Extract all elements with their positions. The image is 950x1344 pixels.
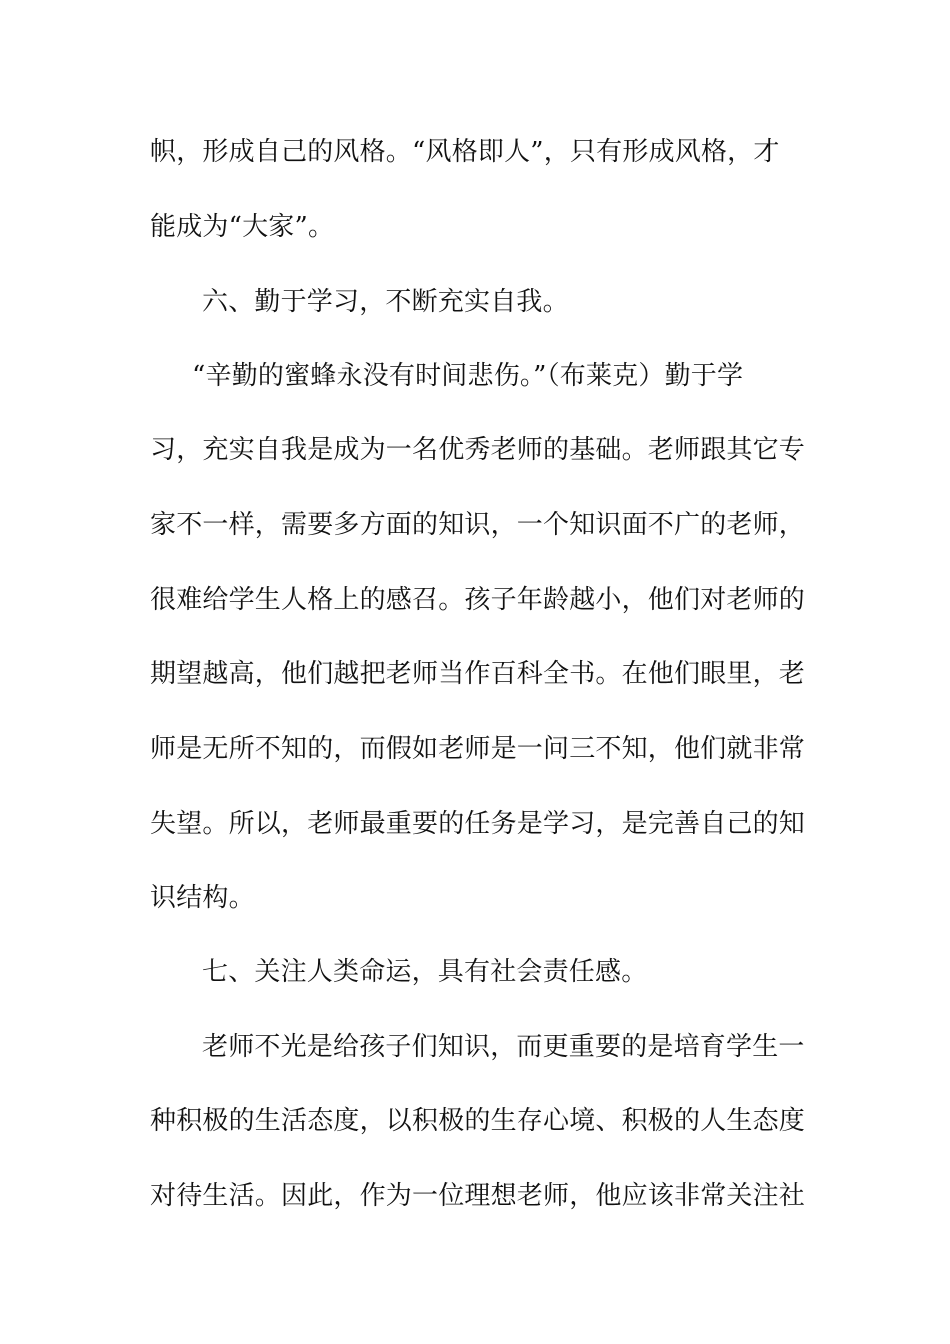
body-text-line: 期望越高，他们越把老师当作百科全书。在他们眼里，老: [150, 659, 806, 689]
body-text-line: 种积极的生活态度，以积极的生存心境、积极的人生态度: [150, 1106, 806, 1136]
section-heading-7: 七、关注人类命运，具有社会责任感。: [202, 957, 648, 987]
body-text-line: 对待生活。因此，作为一位理想老师，他应该非常关注社: [150, 1181, 806, 1211]
section-heading-6: 六、勤于学习，不断充实自我。: [202, 287, 569, 317]
body-text-line: 家不一样，需要多方面的知识，一个知识面不广的老师，: [150, 510, 806, 540]
body-text-line: 能成为“大家”。: [150, 212, 335, 242]
body-text-line: 师是无所不知的，而假如老师是一问三不知，他们就非常: [150, 734, 806, 764]
body-text-line: 识结构。: [150, 883, 255, 913]
body-text-line: 失望。所以，老师最重要的任务是学习，是完善自己的知: [150, 809, 806, 839]
quote-paragraph-start: “辛勤的蜜蜂永没有时间悲伤。”（布莱克）勤于学: [192, 361, 744, 391]
body-text-line: 很难给学生人格上的感召。孩子年龄越小，他们对老师的: [150, 585, 806, 615]
body-text-line: 帜，形成自己的风格。“风格即人”，只有形成风格，才: [150, 137, 780, 167]
body-text-line: 习，充实自我是成为一名优秀老师的基础。老师跟其它专: [150, 435, 806, 465]
paragraph-start: 老师不光是给孩子们知识，而更重要的是培育学生一: [202, 1032, 805, 1062]
